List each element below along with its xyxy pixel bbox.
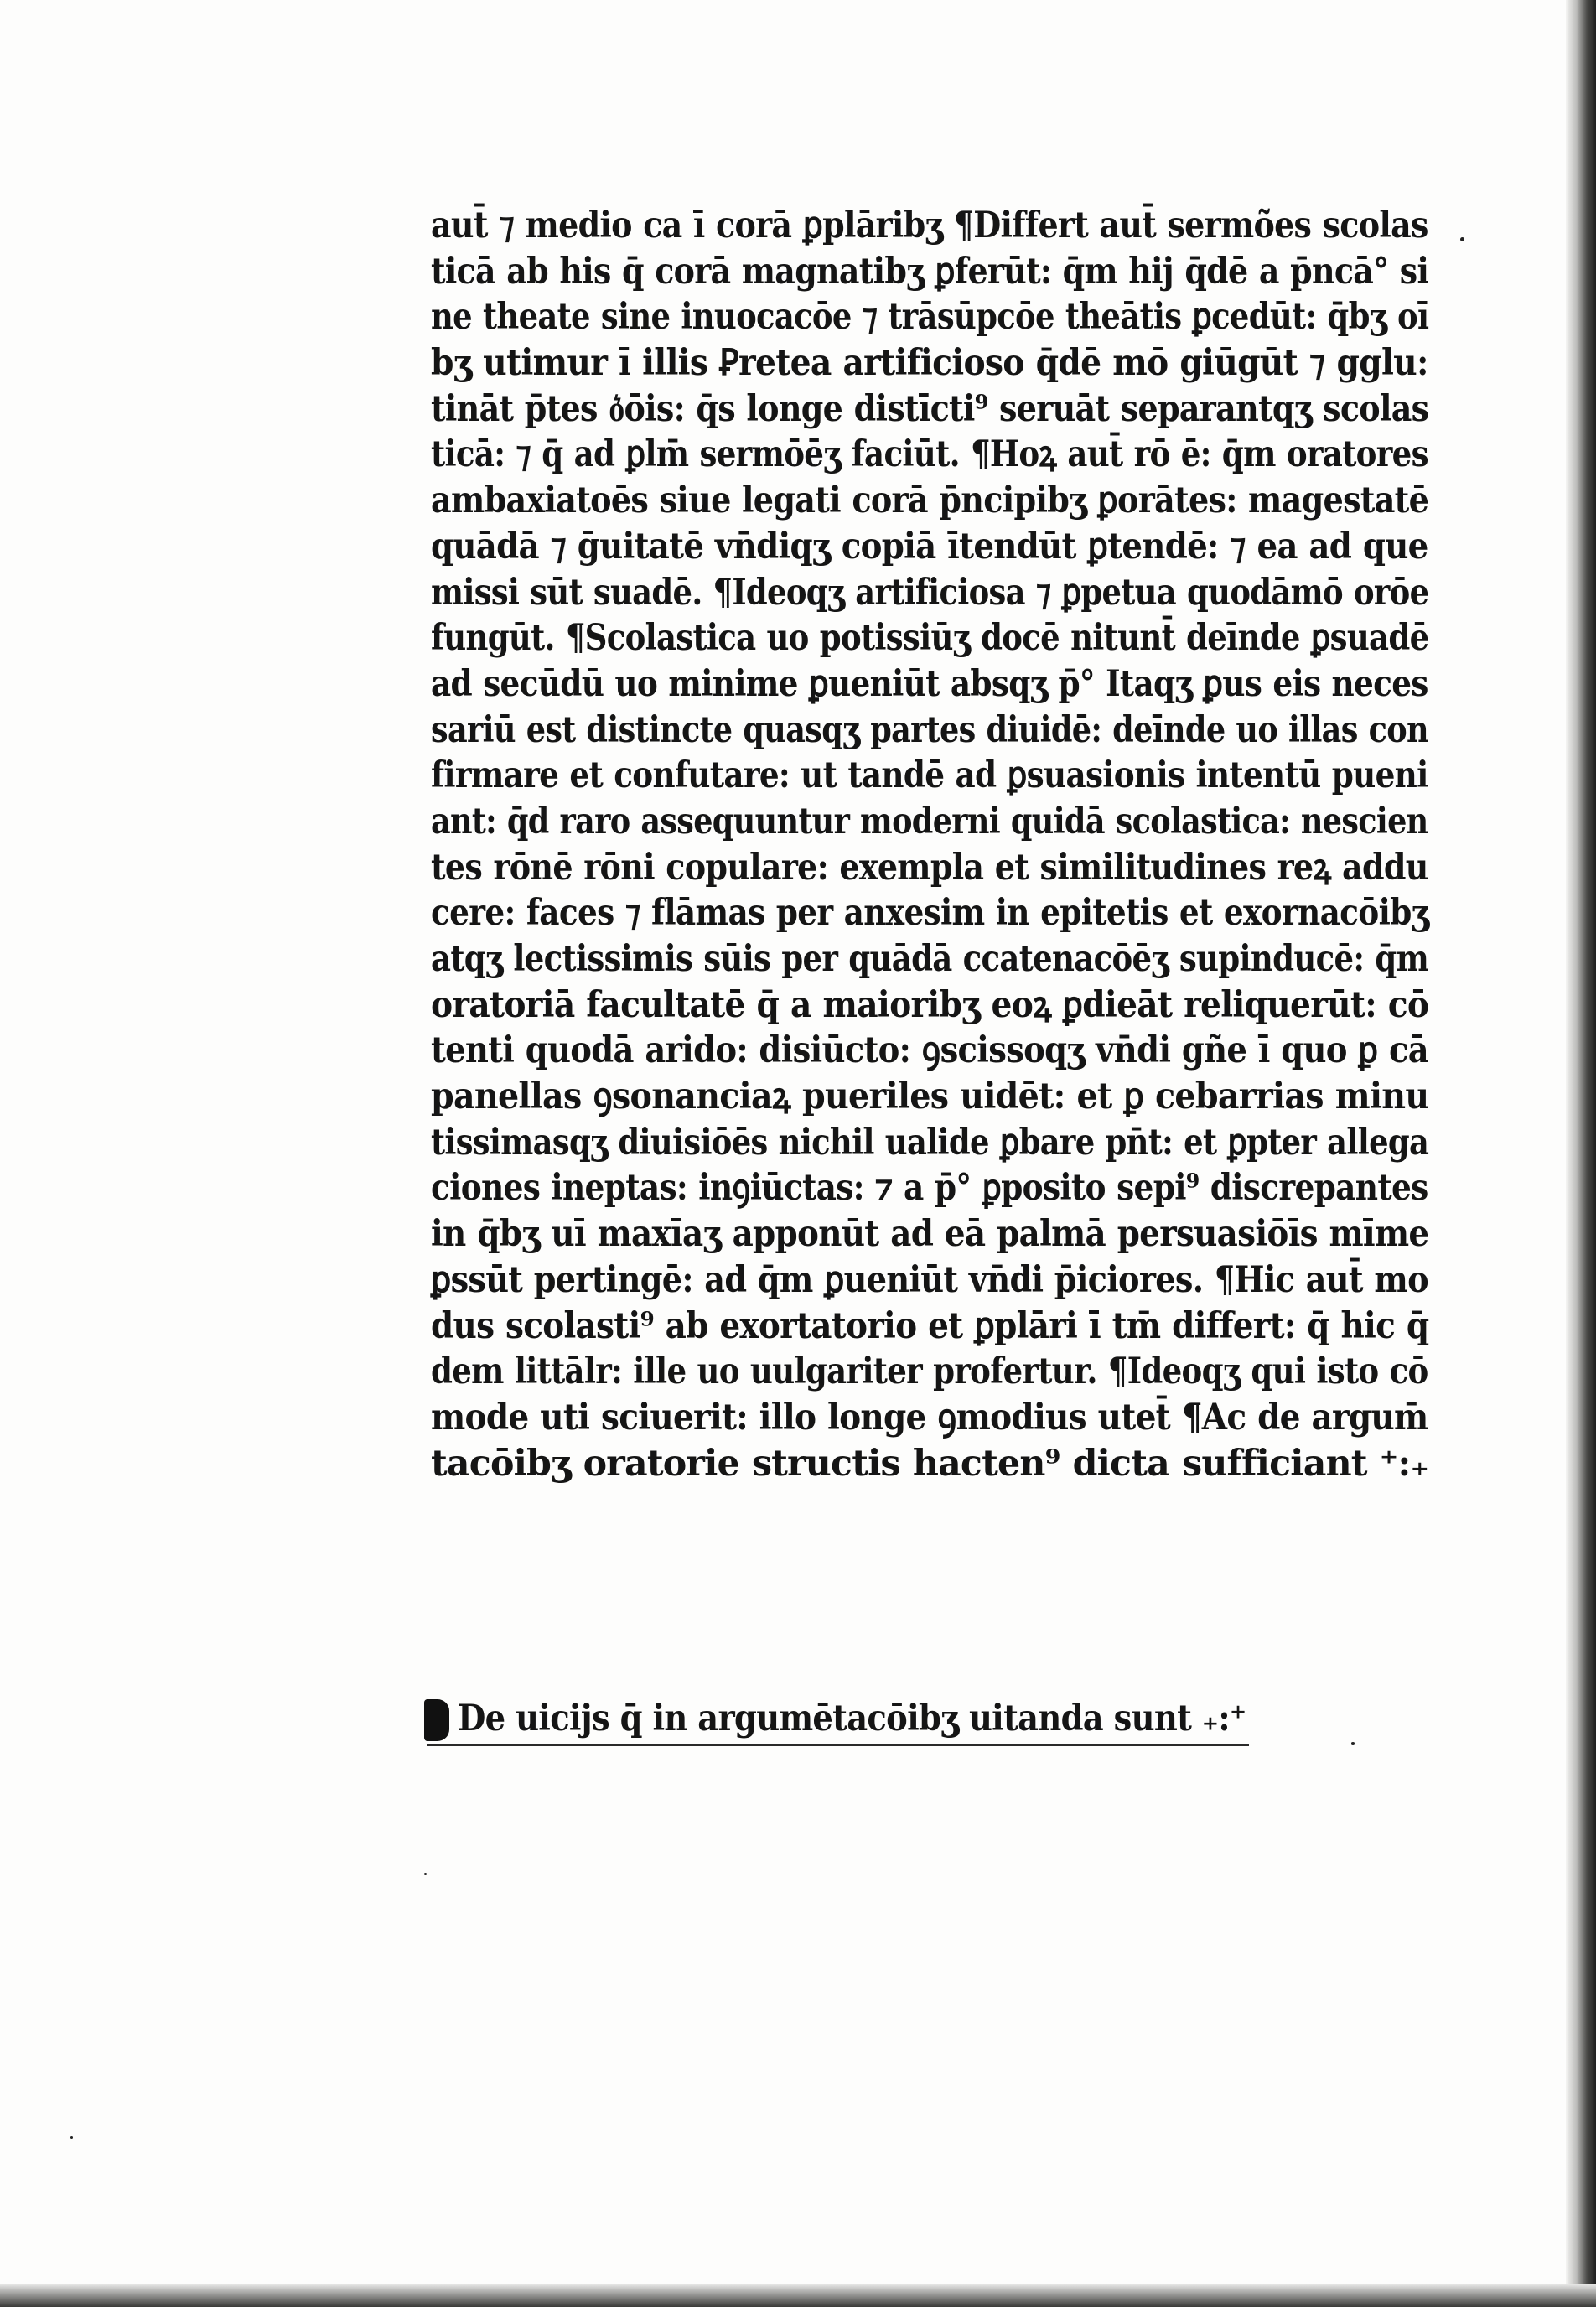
text-line: ticā: ⁊ q̄ ad ꝑlm̄ sermōēʒ faciūt. ¶Hoꝝ aut̄ rō ē: q̄m oratores [431, 433, 1428, 476]
text-line: ambaxiatoēs siue legati corā p̄ncipibʒ ꝑorātes: magestatē [431, 480, 1429, 522]
heading-underline [428, 1744, 1249, 1746]
page-edge-bottom [0, 2284, 1596, 2307]
text-line: ticā ab his q̄ corā magnatibʒ ꝑferūt: q̄m hij q̄dē a p̄ncā° si [431, 250, 1429, 293]
text-line: aut̄ ⁊ medio ca ī corā ꝑplāribʒ ¶Differt aut̄ sermões scolas [431, 205, 1428, 246]
text-line: tināt p̄tes o͛ōis: q̄s longe distīcti⁹ seruāt separantqʒ scolas [431, 387, 1429, 430]
ink-speck [1351, 1742, 1355, 1745]
text-line: panellas ꝯsonanciaꝝ pueriles uidēt: et ꝑ cebarrias minu [431, 1076, 1429, 1118]
text-line: ne theate sine inuocacōe ⁊ trāsūpcōe theātis ꝑcedūt: q̄bʒ oī [431, 296, 1429, 339]
text-line: in q̄bʒ uī maxīaʒ apponūt ad eā palmā persuasiōīs mīme [431, 1213, 1429, 1256]
text-line: mode uti sciuerit: illo longe ꝯmodius utet̄ ¶Ac de argum̄ [431, 1396, 1428, 1439]
text-line: ant: q̄d raro assequuntur moderni quidā scolastica: nescien [431, 800, 1428, 842]
ink-speck [70, 2136, 73, 2139]
text-line: quādā ⁊ ḡuitatē vn̄diqʒ copiā ītendūt ꝑtendē: ⁊ ea ad que [431, 525, 1428, 568]
chapter-heading [424, 1696, 1262, 1746]
main-text-block [431, 203, 1428, 1486]
text-line: fungūt. ¶Scolastica uo potissiūʒ docē nitunt̄ deīnde ꝑsuadē [431, 617, 1429, 660]
text-line: sariū est distincte quasqʒ partes diuidē: deīnde uo illas con [431, 708, 1428, 751]
text-line: missi sūt suadē. ¶Ideoqʒ artificiosa ⁊ ꝑpetua quodāmō orōe [431, 571, 1429, 614]
text-line: tenti quodā arido: disiūcto: ꝯscissoqʒ vn̄di gñe ī quo ꝑ cā [431, 1029, 1428, 1072]
ink-speck [424, 1873, 427, 1875]
text-line: tissimasqʒ diuisiōēs nichil ualide ꝑbare pn̄t: et ꝑpter allega [431, 1121, 1429, 1164]
text-line: cere: faces ⁊ flāmas per anxesim in epitetis et exornacōibʒ [431, 892, 1429, 935]
text-line: ꝑssūt pertingē: ad q̄m ꝑueniūt vn̄di p̄iciores. ¶Hic aut̄ mo [431, 1258, 1428, 1301]
text-line: dus scolasti⁹ ab exortatorio et ꝑplāri ī tm̄ differt: q̄ hic q̄ [431, 1304, 1429, 1347]
pilcrow-mark-icon [424, 1699, 449, 1741]
text-line: tes rōnē rōni copulare: exempla et similitudines reꝝ addu [431, 846, 1428, 889]
text-line: tacōibʒ oratorie structis hacten⁹ dicta sufficiant ⁺:₊ [431, 1442, 1429, 1485]
page-edge-right [1566, 0, 1596, 2307]
text-line: ciones ineptas: inꝯiūctas: ⁊ a p̄° ꝑposito sepi⁹ discrepantes [431, 1167, 1428, 1210]
text-line: atqʒ lectissimis sūis per quādā ccatenacōēʒ supinducē: q̄m [431, 938, 1429, 980]
text-line: ad secūdū uo minime ꝑueniūt absqʒ p̄° Itaqʒ ꝑus eis neces [431, 662, 1428, 705]
text-line: oratoriā facultatē q̄ a maioribʒ eoꝝ ꝑdieāt reliquerūt: cō [431, 983, 1429, 1026]
text-line: dem littālr: ille uo uulgariter profertur. ¶Ideoqʒ qui isto cō [431, 1351, 1428, 1393]
chapter-heading-text: De uicijs q̄ in argumētacōibʒ uitanda sunt ₊:⁺ [458, 1698, 1246, 1739]
ink-speck [1460, 237, 1464, 241]
text-line: firmare et confutare: ut tandē ad ꝑsuasionis intentū pueni [431, 754, 1428, 797]
text-line: bʒ utimur ī illis Ꝑretea artificioso q̄dē mō giūgūt ⁊ gglu: [431, 342, 1428, 385]
